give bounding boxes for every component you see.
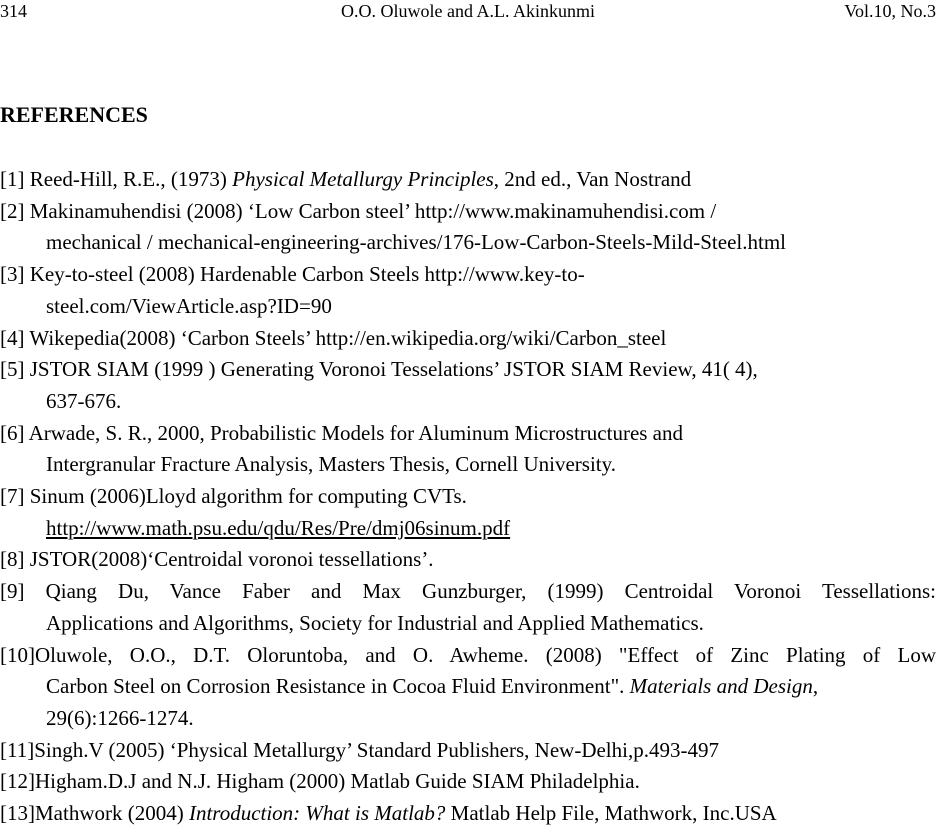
reference-continuation: Intergranular Fracture Analysis, Masters Thesis, Cornell University. [46,452,616,477]
header-volume: Vol.10, No.3 [844,1,936,21]
reference-continuation: Applications and Algorithms, Society for Industrial and Applied Mathematics. [46,610,704,635]
reference-item-13 [0,798,936,830]
page-number: 314 [0,1,27,21]
reference-item-12 [0,766,936,798]
reference-text: [3] Key-to-steel (2008) Hardenable Carbon Steels http://www.key-to- [0,262,585,287]
reference-continuation: 29(6):1266-1274. [46,705,194,730]
reference-text: [13]Mathwork (2004) [0,801,189,826]
reference-journal-title: Materials and Design [629,674,813,699]
reference-text: [2] Makinamuhendisi (2008) ‘Low Carbon steel’ http://www.makinamuhendisi.com / [0,198,717,223]
header-authors: O.O. Oluwole and A.L. Akinkunmi [341,1,595,21]
reference-item-3 [0,259,936,322]
reference-text: [10]Oluwole, O.O., D.T. Oloruntoba, and O. Awheme. (2008) "Effect of Zinc Plating of Low [0,642,936,667]
reference-text: , 2nd ed., Van Nostrand [493,167,692,191]
reference-continuation [0,513,936,545]
reference-text: , [812,674,819,699]
reference-text: [6] Arwade, S. R., 2000, Probabilistic Models for Aluminum Microstructures and [0,420,684,445]
reference-item-4 [0,323,936,355]
reference-item-9 [0,576,936,639]
reference-continuation: mechanical / mechanical-engineering-archives/176-Low-Carbon-Steels-Mild-Steel.html [46,230,786,255]
reference-item-5 [0,354,936,417]
reference-list [0,164,936,830]
reference-text: [8] JSTOR(2008)‘Centroidal voronoi tessellations’. [0,547,434,572]
reference-text: [9] Qiang Du, Vance Faber and Max Gunzburger, (1999) Centroidal Voronoi Tessellations: [0,579,936,604]
reference-text: [1] Reed-Hill, R.E., (1973) [0,167,233,191]
running-header [0,0,936,24]
reference-book-title: Introduction: What is Matlab? [188,801,446,826]
reference-item-6 [0,418,936,481]
reference-item-1 [0,164,936,196]
reference-continuation [0,671,936,703]
reference-item-7 [0,481,936,544]
reference-continuation: 637-676. [46,388,122,413]
reference-text: [11]Singh.V (2005) ‘Physical Metallurgy’ Standard Publishers, New-Delhi,p.493-497 [0,737,719,762]
reference-text: Matlab Help File, Mathwork, Inc.USA [445,801,777,826]
reference-item-8 [0,544,936,576]
reference-text: [7] Sinum (2006)Lloyd algorithm for computing CVTs. [0,484,467,509]
reference-item-2 [0,196,936,259]
reference-text: [5] JSTOR SIAM (1999 ) Generating Voronoi Tesselations’ JSTOR SIAM Review, 41( 4), [0,357,758,382]
reference-link[interactable]: http://www.math.psu.edu/qdu/Res/Pre/dmj06sinum.pdf [46,515,511,540]
reference-item-11 [0,735,936,767]
section-title: REFERENCES [0,102,148,127]
reference-continuation: steel.com/ViewArticle.asp?ID=90 [46,293,332,318]
reference-book-title: Physical Metallurgy Principles [232,167,494,191]
reference-text: [12]Higham.D.J and N.J. Higham (2000) Matlab Guide SIAM Philadelphia. [0,769,640,794]
reference-text: [4] Wikepedia(2008) ‘Carbon Steels’ http://en.wikipedia.org/wiki/Carbon_steel [0,325,667,350]
reference-item-10 [0,640,936,735]
reference-text: Carbon Steel on Corrosion Resistance in Cocoa Fluid Environment". [46,674,630,699]
